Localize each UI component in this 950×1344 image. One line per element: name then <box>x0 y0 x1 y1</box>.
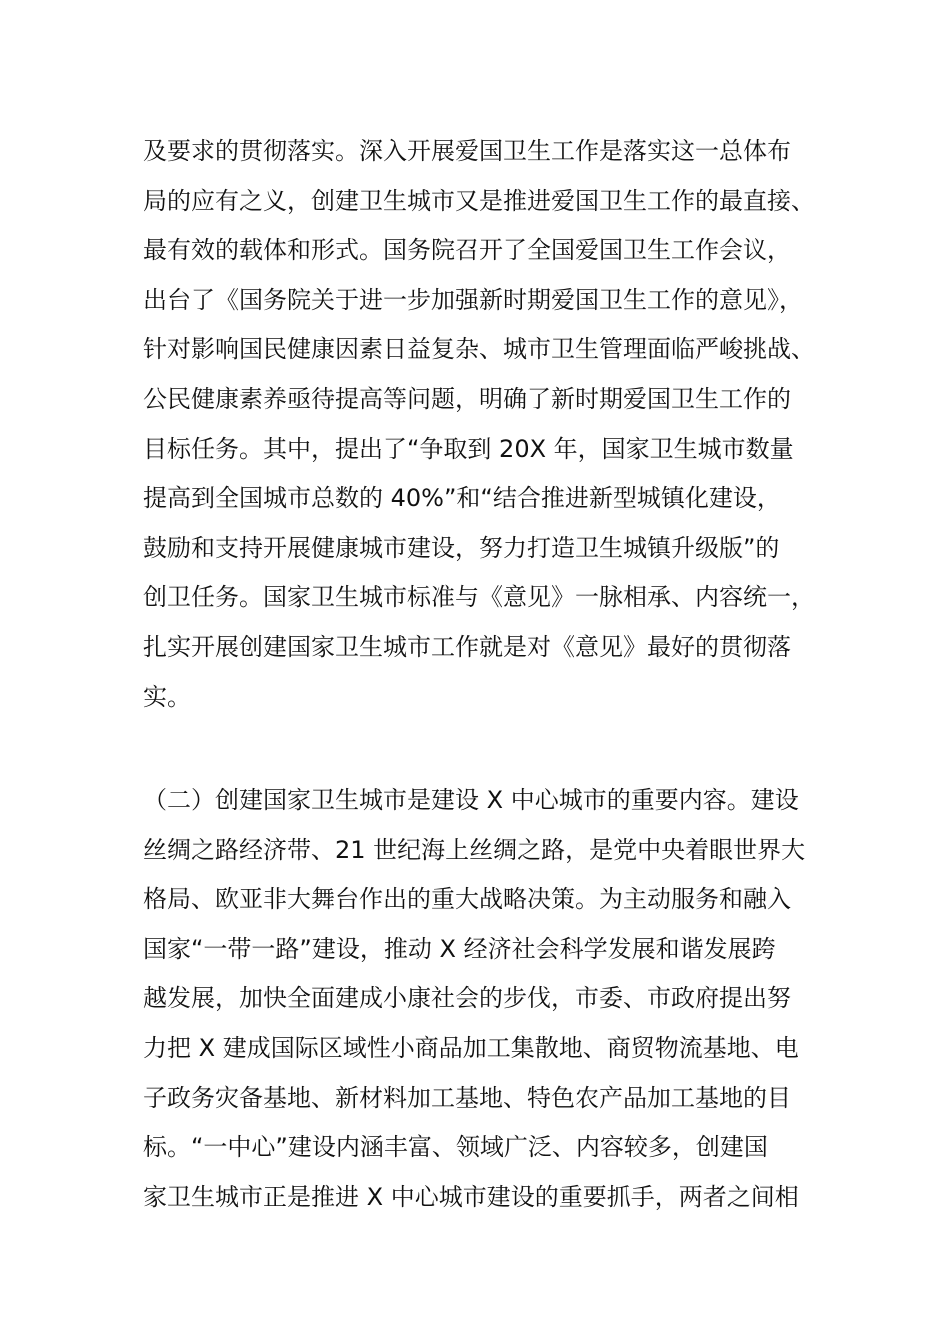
text-line: 标。“一中心”建设内涵丰富、领域广泛、内容较多，创建国 <box>143 1133 768 1162</box>
text-line: 创卫任务。国家卫生城市标准与《意见》一脉相承、内容统一， <box>143 583 815 612</box>
text-line: 越发展，加快全面建成小康社会的步伐，市委、市政府提出努 <box>143 984 791 1013</box>
text-line: 格局、欧亚非大舞台作出的重大战略决策。为主动服务和融入 <box>143 885 791 914</box>
text-line: 国家“一带一路”建设，推动 X 经济社会科学发展和谐发展跨 <box>143 934 776 963</box>
text-line: 局的应有之义，创建卫生城市又是推进爱国卫生工作的最直接、 <box>143 186 815 215</box>
text-line: 实。 <box>143 682 191 711</box>
text-line: 扎实开展创建国家卫生城市工作就是对《意见》最好的贯彻落 <box>143 632 791 661</box>
section-heading-line: （二）创建国家卫生城市是建设 X 中心城市的重要内容。建设 <box>143 786 799 814</box>
text-line: 目标任务。其中，提出了“争取到 20X 年，国家卫生城市数量 <box>143 434 794 463</box>
text-line: 出台了《国务院关于进一步加强新时期爱国卫生工作的意见》， <box>143 285 803 314</box>
text-line: 丝绸之路经济带、21 世纪海上丝绸之路，是党中央着眼世界大 <box>143 835 806 864</box>
text-line: 公民健康素养亟待提高等问题，明确了新时期爱国卫生工作的 <box>143 384 791 413</box>
text-line: 针对影响国民健康因素日益复杂、城市卫生管理面临严峻挑战、 <box>143 335 815 364</box>
text-line: 鼓励和支持开展健康城市建设，努力打造卫生城镇升级版”的 <box>143 533 780 562</box>
text-line: 及要求的贯彻落实。深入开展爱国卫生工作是落实这一总体布 <box>143 137 791 165</box>
text-line: 子政务灾备基地、新材料加工基地、特色农产品加工基地的目 <box>143 1083 791 1112</box>
text-line: 提高到全国城市总数的 40%”和“结合推进新型城镇化建设， <box>143 484 781 513</box>
paragraph-patriotic-health <box>143 127 823 722</box>
text-line: 力把 X 建成国际区域性小商品加工集散地、商贸物流基地、电 <box>143 1033 799 1062</box>
paragraph-central-city <box>143 776 823 1222</box>
text-line: 家卫生城市正是推进 X 中心城市建设的重要抓手，两者之间相 <box>143 1182 799 1211</box>
text-line: 最有效的载体和形式。国务院召开了全国爱国卫生工作会议， <box>143 236 791 265</box>
